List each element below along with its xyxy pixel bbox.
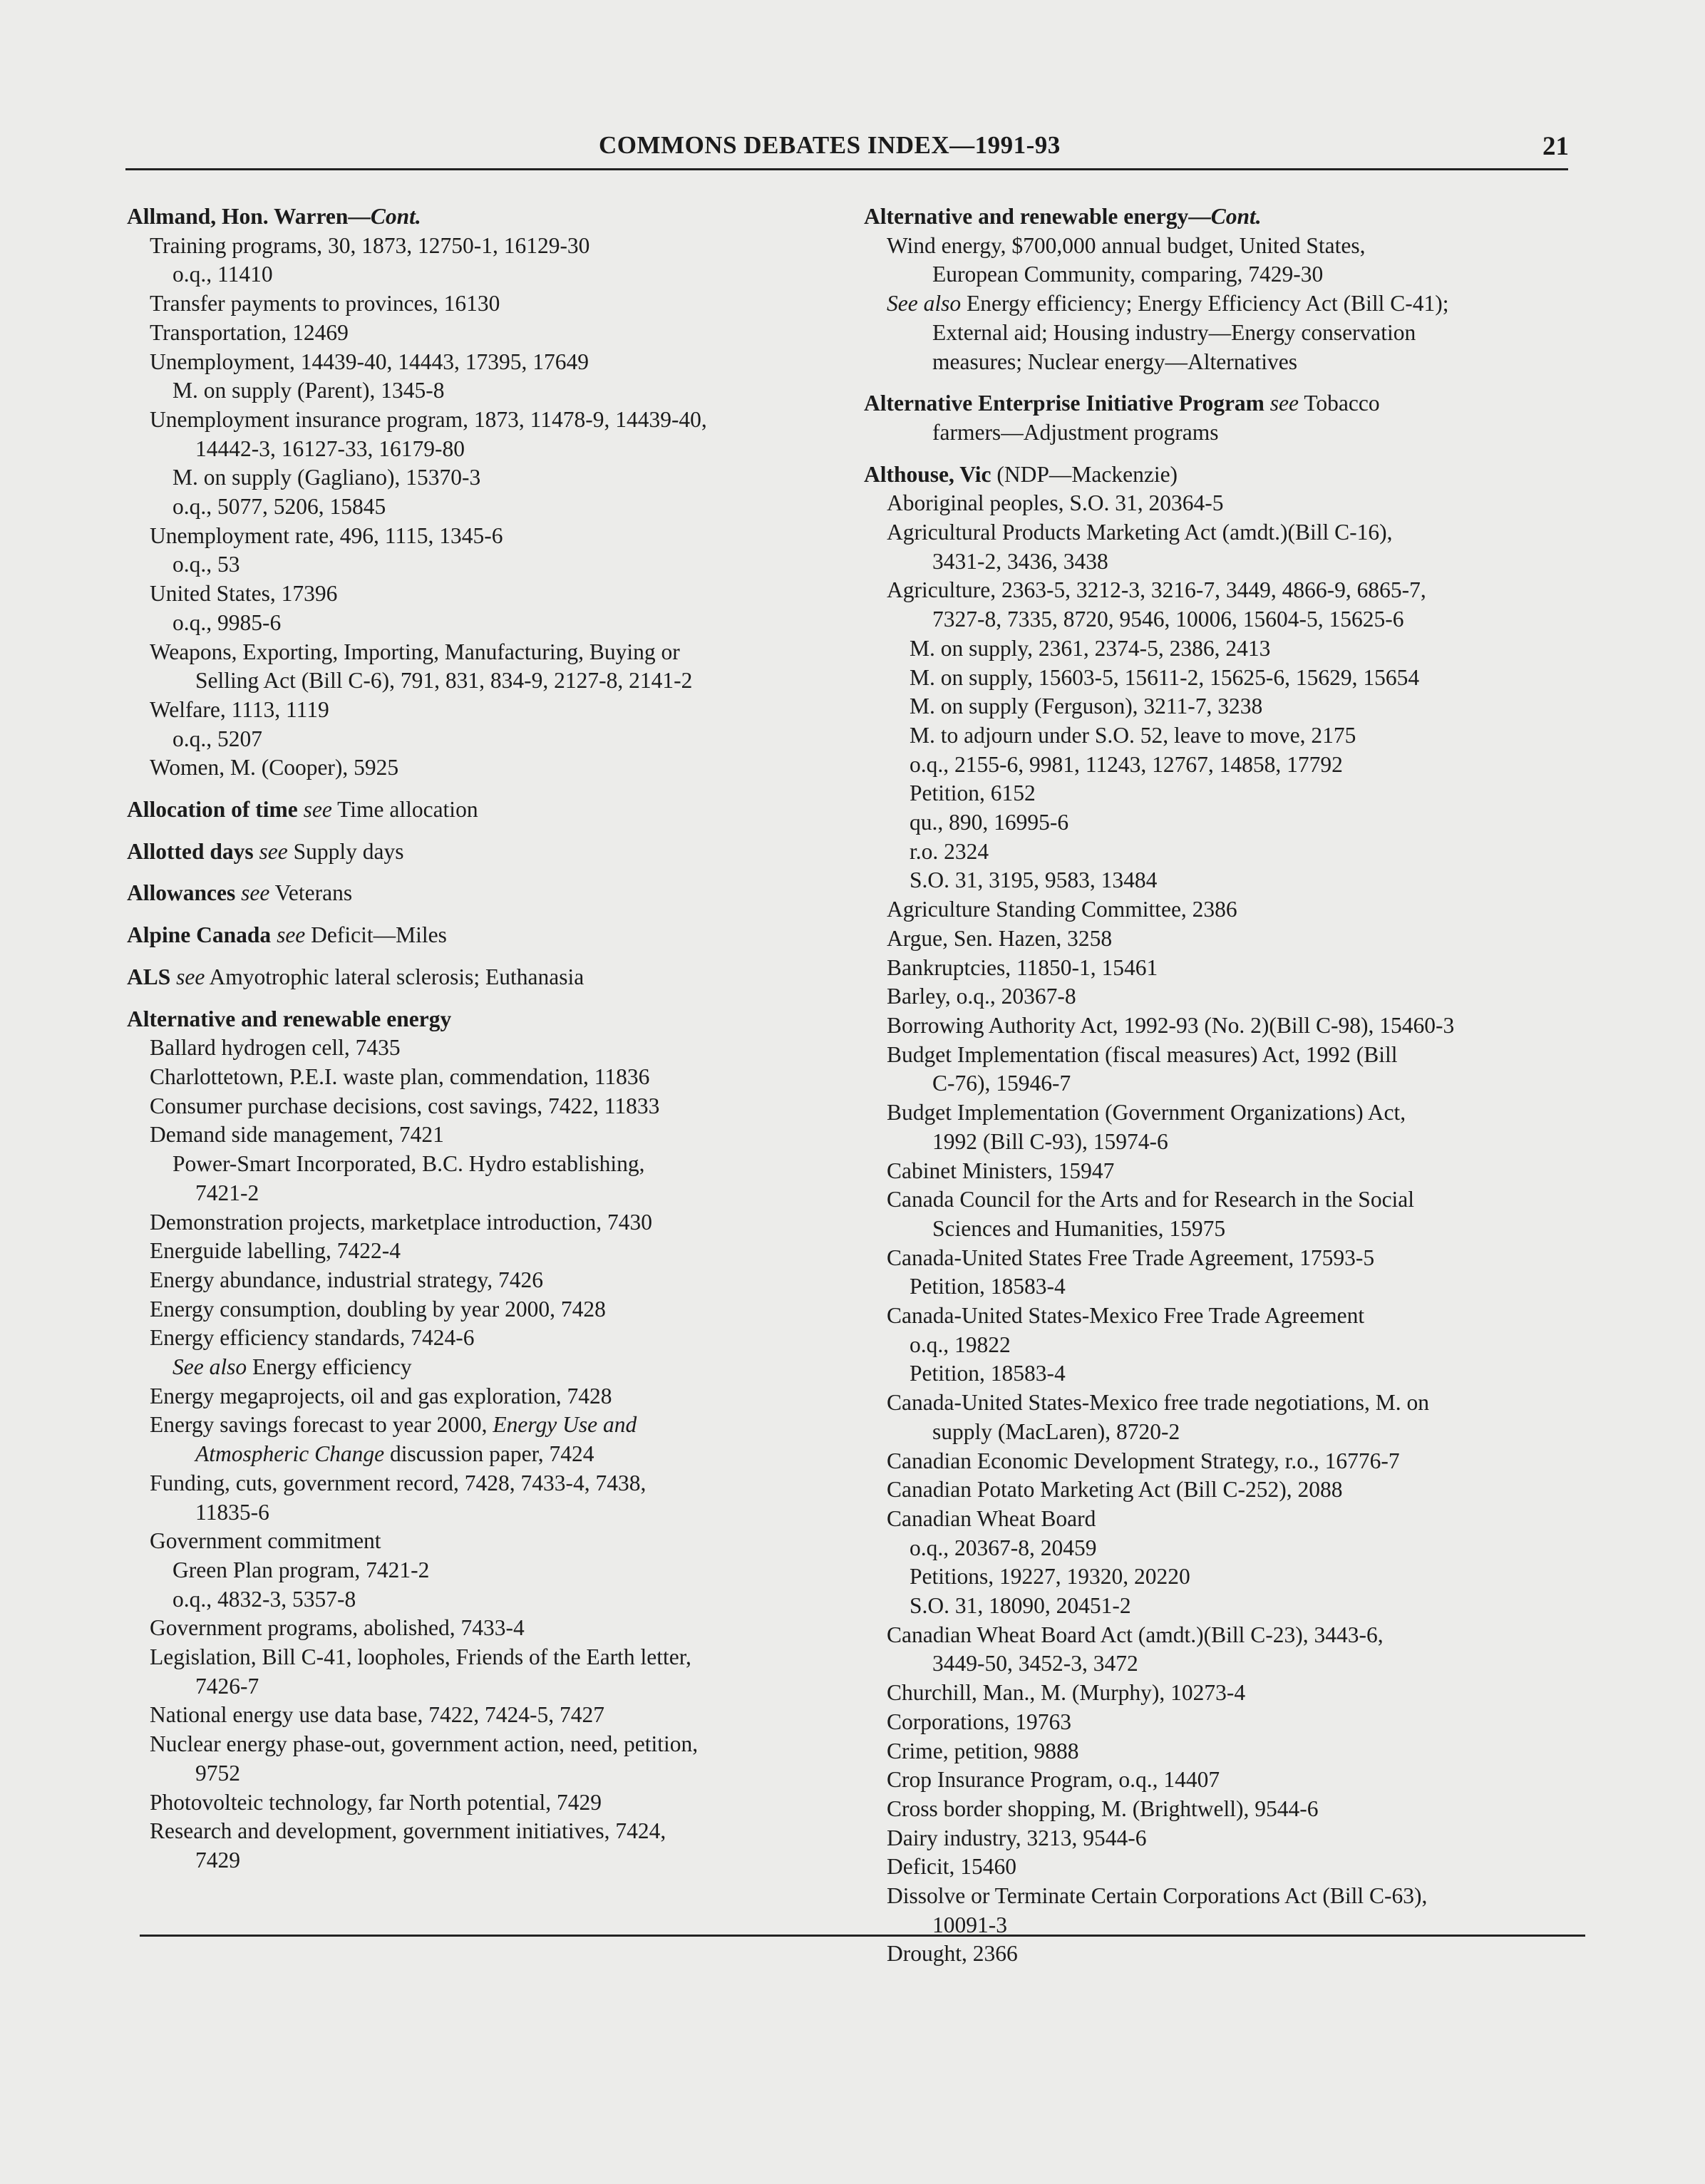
index-entry xyxy=(127,1498,840,1528)
index-entry xyxy=(864,289,1577,319)
index-entry xyxy=(127,666,840,696)
entry-text: o.q., 53 xyxy=(172,552,240,577)
entry-text: Allowances xyxy=(127,880,236,906)
entry-text: Cabinet Ministers, 15947 xyxy=(887,1158,1115,1183)
entry-text: ALS xyxy=(127,964,171,989)
index-entry xyxy=(864,1766,1577,1795)
entry-text: Legislation, Bill C-41, loopholes, Friends of the Earth letter, xyxy=(150,1644,691,1670)
entry-text: M. on supply (Ferguson), 3211-7, 3238 xyxy=(910,694,1263,719)
index-entry xyxy=(127,1701,840,1730)
index-heading xyxy=(864,202,1577,232)
entry-text: Energy Use and xyxy=(493,1412,637,1438)
entry-text: Budget Implementation (fiscal measures) Act, 1992 (Bill xyxy=(887,1041,1398,1067)
entry-text: Sciences and Humanities, 15975 xyxy=(932,1215,1226,1241)
index-entry xyxy=(127,1411,840,1440)
index-entry xyxy=(127,1295,840,1324)
index-entry xyxy=(127,1585,840,1614)
index-entry xyxy=(864,1562,1577,1592)
index-entry xyxy=(864,1621,1577,1650)
index-entry xyxy=(127,1614,840,1643)
entry-text: o.q., 20367-8, 20459 xyxy=(910,1535,1097,1560)
index-entry xyxy=(127,1208,840,1237)
entry-text: Crime, petition, 9888 xyxy=(887,1738,1079,1763)
index-entry xyxy=(864,866,1577,895)
entry-text: See also xyxy=(887,291,962,316)
entry-text: Green Plan program, 7421-2 xyxy=(172,1557,430,1582)
index-entry xyxy=(864,1824,1577,1853)
index-entry xyxy=(864,547,1577,577)
entry-text: S.O. 31, 18090, 20451-2 xyxy=(910,1593,1131,1619)
entry-text: 7426-7 xyxy=(195,1673,259,1699)
entry-text: Agriculture Standing Committee, 2386 xyxy=(887,897,1237,922)
index-entry xyxy=(864,895,1577,924)
entry-text: Allocation of time xyxy=(127,797,298,823)
entry-text: Women, M. (Cooper), 5925 xyxy=(150,755,399,781)
entry-text: Amyotrophic lateral sclerosis; Euthanasia xyxy=(205,964,584,989)
index-entry xyxy=(127,1788,840,1818)
index-entry xyxy=(864,576,1577,605)
index-entry xyxy=(864,982,1577,1011)
entry-text: Cross border shopping, M. (Brightwell), 9544-6 xyxy=(887,1796,1319,1821)
entry-text: Canadian Economic Development Strategy, r.o., 16776-7 xyxy=(887,1448,1400,1473)
entry-text: Canadian Potato Marketing Act (Bill C-252), 2088 xyxy=(887,1477,1343,1503)
entry-text: Althouse, Vic xyxy=(864,461,991,487)
entry-text: Agricultural Products Marketing Act (amdt.)(Bill C-16), xyxy=(887,520,1393,545)
entry-text: Allmand, Hon. Warren— xyxy=(127,204,371,229)
entry-text: o.q., 2155-6, 9981, 11243, 12767, 14858, 17792 xyxy=(910,751,1343,777)
index-heading xyxy=(127,921,840,950)
entry-text: Power-Smart Incorporated, B.C. Hydro establishing, xyxy=(172,1151,645,1177)
entry-text: Canadian Wheat Board xyxy=(887,1505,1096,1531)
left-index-column xyxy=(127,202,840,1875)
entry-text: Budget Implementation (Government Organizations) Act, xyxy=(887,1100,1406,1126)
entry-text: Training programs, 30, 1873, 12750-1, 16129-30 xyxy=(150,232,590,258)
entry-text: Barley, o.q., 20367-8 xyxy=(887,984,1076,1009)
index-entry xyxy=(864,1737,1577,1766)
index-entry xyxy=(864,1447,1577,1476)
index-heading xyxy=(864,460,1577,490)
entry-text: Weapons, Exporting, Importing, Manufacturing, Buying or xyxy=(150,639,680,664)
entry-text: Photovolteic technology, far North potential, 7429 xyxy=(150,1789,602,1815)
entry-text: Deficit—Miles xyxy=(305,922,447,948)
entry-text: see xyxy=(1264,391,1299,416)
footer-rule xyxy=(140,1935,1585,1937)
index-entry xyxy=(127,1121,840,1150)
entry-text: 1992 (Bill C-93), 15974-6 xyxy=(932,1128,1168,1154)
entry-text: Energy abundance, industrial strategy, 7426 xyxy=(150,1267,543,1292)
index-entry xyxy=(864,1157,1577,1186)
entry-text: Dairy industry, 3213, 9544-6 xyxy=(887,1825,1147,1850)
index-entry xyxy=(127,1527,840,1556)
index-entry xyxy=(127,348,840,377)
index-entry xyxy=(127,1382,840,1411)
entry-text: (NDP—Mackenzie) xyxy=(991,461,1178,487)
entry-text: Canada-United States-Mexico free trade negotiations, M. on xyxy=(887,1390,1430,1416)
index-entry xyxy=(127,1846,840,1875)
entry-text: Alternative and renewable energy xyxy=(127,1006,452,1031)
entry-text: Alternative and renewable energy— xyxy=(864,204,1211,229)
entry-text: Borrowing Authority Act, 1992-93 (No. 2)(Bill C-98), 15460-3 xyxy=(887,1012,1455,1038)
entry-text: Canada-United States Free Trade Agreement, 17593-5 xyxy=(887,1245,1375,1270)
entry-text: Energy consumption, doubling by year 2000, 7428 xyxy=(150,1296,606,1322)
index-entry xyxy=(864,1418,1577,1447)
index-entry xyxy=(127,1440,840,1469)
index-entry xyxy=(127,435,840,464)
entry-text: 3449-50, 3452-3, 3472 xyxy=(932,1651,1138,1676)
index-entry xyxy=(864,779,1577,808)
entry-text: Wind energy, $700,000 annual budget, United States, xyxy=(887,232,1366,258)
index-entry xyxy=(864,1128,1577,1157)
entry-text: Energuide labelling, 7422-4 xyxy=(150,1238,401,1264)
index-entry xyxy=(127,1063,840,1092)
index-entry xyxy=(127,1643,840,1672)
index-entry xyxy=(864,1359,1577,1389)
index-entry xyxy=(864,319,1577,348)
entry-text: Transportation, 12469 xyxy=(150,319,349,345)
entry-text: o.q., 4832-3, 5357-8 xyxy=(172,1586,356,1612)
entry-text: Demonstration projects, marketplace introduction, 7430 xyxy=(150,1209,653,1235)
index-entry xyxy=(127,463,840,493)
index-heading xyxy=(127,1005,840,1034)
entry-text: Bankruptcies, 11850-1, 15461 xyxy=(887,954,1158,980)
entry-text: 7429 xyxy=(195,1847,240,1873)
index-entry xyxy=(864,1389,1577,1418)
index-heading xyxy=(127,963,840,992)
entry-text: Energy savings forecast to year 2000, xyxy=(150,1412,493,1438)
index-entry xyxy=(864,1011,1577,1041)
entry-text: C-76), 15946-7 xyxy=(932,1071,1071,1096)
entry-text: Government programs, abolished, 7433-4 xyxy=(150,1615,525,1641)
index-entry xyxy=(127,753,840,783)
index-entry xyxy=(127,406,840,435)
entry-text: measures; Nuclear energy—Alternatives xyxy=(932,349,1297,374)
index-entry xyxy=(864,1041,1577,1070)
entry-text: M. on supply, 2361, 2374-5, 2386, 2413 xyxy=(910,635,1271,661)
index-entry xyxy=(864,489,1577,518)
entry-text: Energy efficiency; Energy Efficiency Act (Bill C-41); xyxy=(961,291,1449,316)
entry-text: Consumer purchase decisions, cost savings, 7422, 11833 xyxy=(150,1093,660,1118)
entry-text: Unemployment rate, 496, 1115, 1345-6 xyxy=(150,522,503,548)
entry-text: External aid; Housing industry—Energy conservation xyxy=(932,319,1416,345)
index-entry xyxy=(127,550,840,580)
index-entry xyxy=(864,1302,1577,1331)
entry-text: Allotted days xyxy=(127,838,254,864)
entry-text: Canadian Wheat Board Act (amdt.)(Bill C-23), 3443-6, xyxy=(887,1622,1384,1647)
entry-text: Petition, 18583-4 xyxy=(910,1274,1066,1299)
entry-text: Corporations, 19763 xyxy=(887,1709,1071,1734)
entry-text: Veterans xyxy=(269,880,353,906)
index-entry xyxy=(127,232,840,261)
index-entry xyxy=(864,260,1577,289)
entry-text: M. on supply (Gagliano), 15370-3 xyxy=(172,465,481,490)
entry-text: 14442-3, 16127-33, 16179-80 xyxy=(195,436,465,461)
entry-text: Government commitment xyxy=(150,1528,381,1554)
entry-text: Cont. xyxy=(1210,204,1262,229)
index-entry xyxy=(864,1331,1577,1360)
entry-text: supply (MacLaren), 8720-2 xyxy=(932,1418,1180,1444)
index-entry xyxy=(127,1179,840,1208)
index-entry xyxy=(864,1795,1577,1824)
index-entry xyxy=(127,319,840,348)
index-entry xyxy=(864,418,1577,448)
index-entry xyxy=(864,1272,1577,1302)
index-entry xyxy=(864,721,1577,751)
entry-text: Canada Council for the Arts and for Research in the Social xyxy=(887,1187,1415,1212)
entry-text: Cont. xyxy=(370,204,421,229)
index-entry xyxy=(864,751,1577,780)
index-entry xyxy=(864,808,1577,838)
index-entry xyxy=(127,609,840,638)
entry-text: Transfer payments to provinces, 16130 xyxy=(150,291,500,316)
index-entry xyxy=(864,634,1577,664)
index-entry xyxy=(864,1534,1577,1563)
index-entry xyxy=(864,1708,1577,1737)
index-entry xyxy=(127,376,840,406)
entry-text: see xyxy=(297,797,332,823)
entry-text: see xyxy=(235,880,270,906)
page-header-title: COMMONS DEBATES INDEX—1991-93 xyxy=(599,131,1061,159)
entry-text: Aboriginal peoples, S.O. 31, 20364-5 xyxy=(887,490,1224,516)
index-entry xyxy=(127,1092,840,1121)
entry-text: Alpine Canada xyxy=(127,922,272,948)
entry-text: Churchill, Man., M. (Murphy), 10273-4 xyxy=(887,1680,1246,1706)
entry-text: Unemployment, 14439-40, 14443, 17395, 17649 xyxy=(150,349,589,374)
index-entry xyxy=(864,1649,1577,1679)
index-entry xyxy=(864,1185,1577,1215)
entry-text: o.q., 11410 xyxy=(172,262,273,287)
index-entry xyxy=(127,638,840,667)
index-entry xyxy=(127,1759,840,1788)
entry-text: Alternative Enterprise Initiative Program xyxy=(864,391,1264,416)
entry-text: discussion paper, 7424 xyxy=(384,1441,594,1467)
entry-text: Nuclear energy phase-out, government action, need, petition, xyxy=(150,1731,699,1757)
entry-text: Ballard hydrogen cell, 7435 xyxy=(150,1035,401,1061)
entry-text: see xyxy=(253,838,288,864)
entry-text: o.q., 19822 xyxy=(910,1331,1011,1357)
index-heading xyxy=(127,795,840,825)
entry-text: see xyxy=(271,922,306,948)
index-entry xyxy=(127,1556,840,1585)
index-entry xyxy=(864,1505,1577,1534)
index-entry xyxy=(864,1882,1577,1911)
entry-text: o.q., 9985-6 xyxy=(172,609,282,635)
index-entry xyxy=(864,692,1577,721)
index-entry xyxy=(127,1034,840,1063)
entry-text: Welfare, 1113, 1119 xyxy=(150,696,329,722)
entry-text: 10091-3 xyxy=(932,1912,1007,1937)
entry-text: Deficit, 15460 xyxy=(887,1854,1016,1880)
entry-text: United States, 17396 xyxy=(150,581,338,607)
index-entry xyxy=(864,838,1577,867)
entry-text: See also xyxy=(172,1354,247,1380)
index-entry xyxy=(127,1150,840,1179)
entry-text: Funding, cuts, government record, 7428, 7433-4, 7438, xyxy=(150,1470,647,1495)
entry-text: qu., 890, 16995-6 xyxy=(910,810,1069,835)
index-entry xyxy=(864,518,1577,547)
index-entry xyxy=(127,1324,840,1353)
index-entry xyxy=(864,1853,1577,1882)
entry-text: M. on supply (Parent), 1345-8 xyxy=(172,378,445,403)
entry-text: Petition, 6152 xyxy=(910,781,1036,806)
index-entry xyxy=(127,1817,840,1846)
entry-text: S.O. 31, 3195, 9583, 13484 xyxy=(910,867,1158,893)
entry-text: r.o. 2324 xyxy=(910,838,989,864)
entry-text: Energy megaprojects, oil and gas exploration, 7428 xyxy=(150,1383,612,1408)
entry-text: o.q., 5077, 5206, 15845 xyxy=(172,494,386,520)
index-heading xyxy=(864,389,1577,418)
index-entry xyxy=(127,696,840,725)
index-entry xyxy=(127,1266,840,1295)
index-heading xyxy=(127,202,840,232)
entry-text: Petition, 18583-4 xyxy=(910,1361,1066,1386)
index-entry xyxy=(127,1469,840,1498)
index-entry xyxy=(864,1475,1577,1505)
entry-text: 7421-2 xyxy=(195,1180,259,1205)
entry-text: M. to adjourn under S.O. 52, leave to move, 2175 xyxy=(910,722,1356,748)
entry-text: 7327-8, 7335, 8720, 9546, 10006, 15604-5, 15625-6 xyxy=(932,607,1404,632)
index-entry xyxy=(864,1592,1577,1621)
index-entry xyxy=(127,289,840,319)
entry-text: Tobacco xyxy=(1299,391,1380,416)
index-entry xyxy=(127,725,840,754)
index-entry xyxy=(864,1244,1577,1273)
entry-text: Selling Act (Bill C-6), 791, 831, 834-9, 2127-8, 2141-2 xyxy=(195,668,693,694)
index-entry xyxy=(127,1730,840,1759)
index-entry xyxy=(864,924,1577,954)
index-entry xyxy=(127,1672,840,1701)
index-entry xyxy=(127,260,840,289)
entry-text: Time allocation xyxy=(331,797,478,823)
index-entry xyxy=(864,1098,1577,1128)
index-entry xyxy=(864,1215,1577,1244)
entry-text: European Community, comparing, 7429-30 xyxy=(932,262,1324,287)
entry-text: 11835-6 xyxy=(195,1499,269,1525)
entry-text: Drought, 2366 xyxy=(887,1941,1018,1967)
entry-text: National energy use data base, 7422, 7424-5, 7427 xyxy=(150,1702,605,1728)
index-entry xyxy=(864,232,1577,261)
page-number: 21 xyxy=(1542,132,1569,161)
entry-text: 9752 xyxy=(195,1760,240,1786)
entry-text: Energy efficiency xyxy=(247,1354,412,1380)
entry-text: 3431-2, 3436, 3438 xyxy=(932,548,1108,574)
entry-text: Canada-United States-Mexico Free Trade Agreement xyxy=(887,1303,1365,1329)
entry-text: farmers—Adjustment programs xyxy=(932,419,1219,445)
entry-text: Petitions, 19227, 19320, 20220 xyxy=(910,1564,1190,1590)
index-entry xyxy=(864,348,1577,377)
entry-text: o.q., 5207 xyxy=(172,726,262,751)
entry-text: Supply days xyxy=(287,838,404,864)
entry-text: Crop Insurance Program, o.q., 14407 xyxy=(887,1767,1220,1793)
index-entry xyxy=(127,522,840,551)
entry-text: Agriculture, 2363-5, 3212-3, 3216-7, 3449, 4866-9, 6865-7, xyxy=(887,577,1426,603)
index-heading xyxy=(127,879,840,908)
index-entry xyxy=(864,1679,1577,1708)
index-entry xyxy=(127,493,840,522)
entry-text: M. on supply, 15603-5, 15611-2, 15625-6, 15629, 15654 xyxy=(910,664,1420,690)
index-entry xyxy=(127,1353,840,1382)
entry-text: Research and development, government initiatives, 7424, xyxy=(150,1818,666,1844)
entry-text: Charlottetown, P.E.I. waste plan, commendation, 11836 xyxy=(150,1063,650,1089)
index-entry xyxy=(864,664,1577,693)
index-entry xyxy=(864,1940,1577,1969)
right-index-column xyxy=(864,202,1577,1969)
index-entry xyxy=(864,605,1577,634)
entry-text: Demand side management, 7421 xyxy=(150,1122,444,1148)
entry-text: Argue, Sen. Hazen, 3258 xyxy=(887,925,1113,951)
index-entry xyxy=(127,1237,840,1266)
entry-text: Unemployment insurance program, 1873, 11478-9, 14439-40, xyxy=(150,406,707,432)
index-entry xyxy=(864,954,1577,983)
entry-text: see xyxy=(170,964,205,989)
index-heading xyxy=(127,838,840,867)
entry-text: Dissolve or Terminate Certain Corporations Act (Bill C-63), xyxy=(887,1883,1428,1909)
index-entry xyxy=(864,1069,1577,1098)
index-entry xyxy=(127,580,840,609)
entry-text: Atmospheric Change xyxy=(195,1441,385,1467)
header-rule xyxy=(125,168,1568,170)
entry-text: Energy efficiency standards, 7424-6 xyxy=(150,1325,475,1351)
